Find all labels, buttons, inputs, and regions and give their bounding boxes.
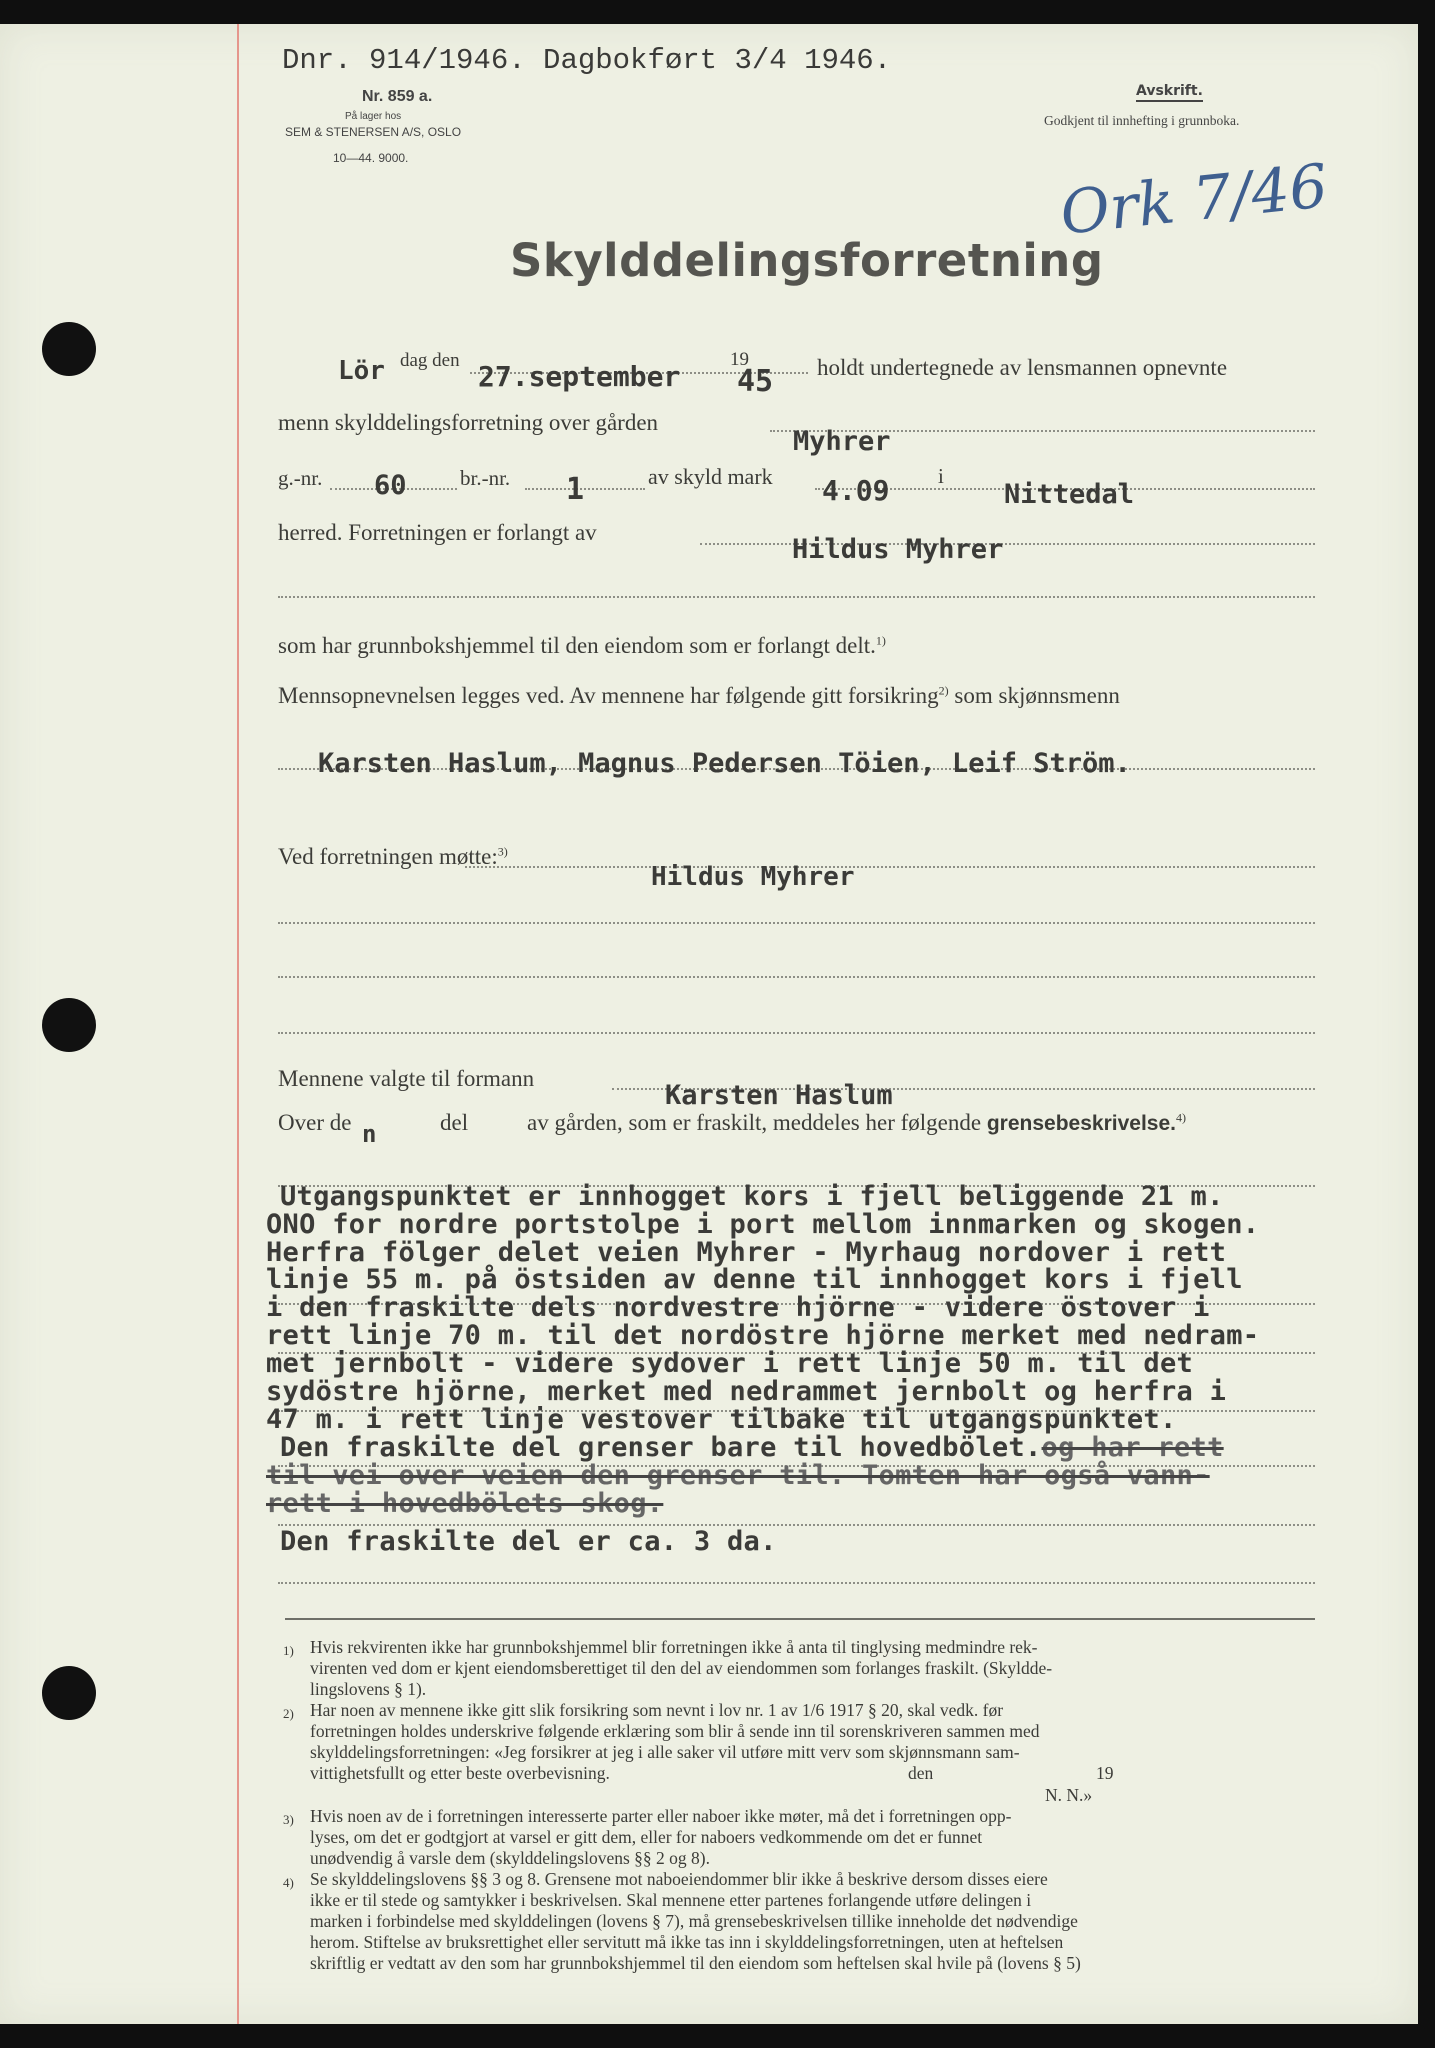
boundary-line: linje 55 m. på östsiden av denne til innhogget kors i fjell — [266, 1264, 1243, 1295]
blank-dotted-line — [278, 1032, 1315, 1034]
hjemmel-text: som har grunnbokshjemmel til den eiendom som er forlangt delt.$^{1)}$ — [278, 633, 886, 658]
del-label: del — [440, 1110, 469, 1135]
boundary-line: 47 m. i rett linje vestover tilbake til utgangspunktet. — [266, 1404, 1177, 1435]
print-info: 10—44. 9000. — [333, 151, 409, 165]
appraisers: Karsten Haslum, Magnus Pedersen Töien, Leif Ström. — [318, 748, 1131, 779]
struck-text: og har rett — [1041, 1432, 1224, 1463]
footnote-4: Se skylddelingslovens §§ 3 og 8. Grensene mot naboeiendommer blir ikke å beskrive dersom disses eiere ikke er til stede og samtykker i beskrivelsen. Skal mennene etter partenes forlangende utføre delingen i marken i forbindelse med skylddelingen (lovens § 7), må grensebeskrivelsen tillike inneholde det nødvendige herom. Stiftelse av bruksrettighet eller servitutt må ikke tas inn i skylddelingsforretningen, uten at heftelsen skriftlig er vedtatt av den som har grunnbokshjemmel til den eiendom som heftelsen skal hvile på (lovens § 5) — [310, 1869, 1081, 1973]
attended-label: Ved forretningen møtte:$^{3)}$ — [278, 844, 508, 869]
requested-by-label: herred. Forretningen er forlangt av — [278, 520, 597, 545]
handwritten-annotation: Ork 7/46 — [1057, 151, 1331, 249]
struck-text: rett i hovedbölets skog. — [266, 1488, 664, 1519]
footnote-mark: 4) — [283, 1875, 294, 1890]
publisher-line-2: SEM & STENERSEN A/S, OSLO — [285, 125, 462, 139]
guide-dotted-line — [278, 1582, 1315, 1584]
over-suffix: n — [362, 1120, 377, 1148]
boundary-intro: av gården, som er fraskilt, meddeles her følgende grensebeskrivelse.$^{4)}$ — [527, 1110, 1186, 1135]
skyld-value: 4.09 — [822, 474, 890, 507]
punch-hole — [42, 998, 96, 1052]
footnote-3: Hvis noen av de i forretningen interesserte parter eller naboer ikke møter, må det i forretningen opp- lyses, om det er godtgjort at varsel er gitt dem, eller for naboers vedkommende om det er funnet unødvendig å varsle dem (skylddelingslovens §§ 2 og 8). — [310, 1806, 1012, 1868]
blank-dotted-line — [278, 596, 1315, 598]
weekday-prefix: Lör — [338, 356, 385, 386]
chairman: Karsten Haslum — [665, 1080, 893, 1111]
chairman-label: Mennene valgte til formann — [278, 1066, 535, 1091]
gnr-label: g.-nr. — [278, 466, 323, 490]
footnote-mark: 2) — [283, 1706, 294, 1721]
bnr-label: br.-nr. — [460, 466, 511, 490]
footnote-2: Har noen av mennene ikke gitt slik forsikring som nevnt i lov nr. 1 av 1/6 1917 § 20, skal vedk. før forretningen holdes underskrive følgende erklæring som blir å sende inn til sorenskriveren sammen med skylddelingsforretningen: «Jeg forsikrer at jeg i alle saker vil utføre mitt verv som skjønnsmann sam- vittighetsfullt og etter beste overbevisning. — [310, 1700, 1040, 1783]
footnote-mark: 3) — [283, 1812, 294, 1827]
publisher-line-1: På lager hos — [345, 111, 402, 122]
boundary-line: rett linje 70 m. til det nordöstre hjörne merket med nedram- — [266, 1320, 1260, 1351]
date-value: 27.september — [478, 360, 681, 393]
appraisers-label: Mennsopnevnelsen legges ved. Av mennene har følgende gitt forsikring$^{2)}$ som skjønnsmenn — [278, 683, 1120, 708]
blank-dotted-line — [278, 922, 1315, 924]
gnr-value: 60 — [374, 470, 407, 501]
footnote-2-signature: N. N.» — [1045, 1785, 1093, 1805]
attended-dotted-line — [465, 866, 1315, 868]
boundary-line: sydöstre hjörne, merket med nedrammet jernbolt og herfra i — [266, 1376, 1227, 1407]
over-label: Over de — [278, 1110, 352, 1135]
footnote-2-den: den — [908, 1763, 934, 1783]
century: 19 — [730, 349, 749, 370]
farm-name: Myhrer — [793, 426, 891, 457]
boundary-line: i den fraskilte dels nordvestre hjörne - videre östover i — [266, 1292, 1210, 1323]
approval-text: Godkjent til innhefting i grunnboka. — [1044, 113, 1240, 128]
struck-text: til vei over veien den grenser til. Tomten har også vann- — [266, 1460, 1210, 1491]
punch-hole — [42, 1666, 96, 1720]
skyld-label: av skyld mark — [648, 464, 773, 489]
punch-hole — [42, 322, 96, 376]
bnr-dotted-line — [525, 488, 645, 490]
boundary-line: ONO for nordre portstolpe i port mellom innmarken og skogen. — [266, 1209, 1260, 1240]
footnote-1: Hvis rekvirenten ikke har grunnbokshjemmel blir forretningen ikke å anta til tinglysing medmindre rek- virenten ved dom er kjent eiendomsberettiget til den del av eiendommen som forlanges fraskilt. (Skyldde- lingslovens § 1). — [310, 1637, 1053, 1699]
line1-text: holdt undertegnede av lensmannen opnevnte — [817, 355, 1228, 380]
area-line: Den fraskilte del er ca. 3 da. — [280, 1526, 777, 1557]
requested-by: Hildus Myhrer — [792, 534, 1004, 565]
diary-number-line: Dnr. 914/1946. Dagbokført 3/4 1946. — [282, 44, 892, 77]
boundary-line: met jernbolt - videre sydover i rett linje 50 m. til det — [266, 1348, 1194, 1379]
year-suffix: 45 — [737, 364, 774, 399]
footnote-mark: 1) — [283, 1643, 294, 1658]
boundary-line: Herfra fölger delet veien Myhrer - Myrhaug nordover i rett — [266, 1237, 1227, 1268]
footnote-divider — [285, 1618, 1315, 1620]
farm-label: menn skylddelingsforretning over gården — [278, 410, 659, 435]
boundary-line: Utgangspunktet er innhogget kors i fjell beliggende 21 m. — [280, 1181, 1224, 1212]
attended: Hildus Myhrer — [651, 862, 855, 892]
blank-dotted-line — [278, 976, 1315, 978]
avskrift-label: Avskrift. — [1136, 83, 1203, 102]
page-title: Skylddelingsforretning — [510, 234, 1104, 287]
bnr-value: 1 — [566, 472, 585, 507]
form-number: Nr. 859 a. — [362, 88, 433, 105]
footnote-2-year: 19 — [1096, 1763, 1114, 1783]
municipality: Nittedal — [1004, 479, 1135, 510]
margin-rule — [237, 24, 239, 2024]
weekday-label: dag den — [400, 350, 460, 371]
border-line: Den fraskilte del grenser bare til hovedbölet.og har rett — [280, 1432, 1224, 1463]
i-label: i — [938, 464, 944, 488]
